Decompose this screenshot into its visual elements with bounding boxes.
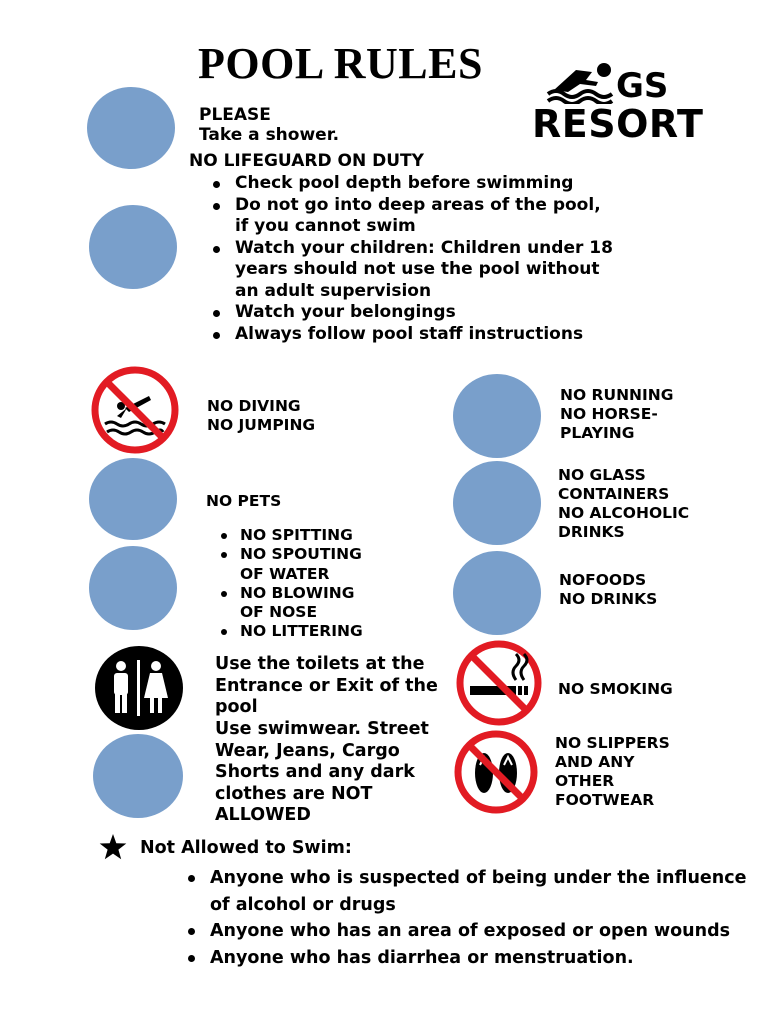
logo-resort-text: RESORT [532, 102, 704, 146]
no-smoking-icon [454, 640, 544, 726]
lifeguard-rule-item [209, 302, 613, 324]
no-diving-icon [91, 366, 179, 454]
rule-icon-placeholder [89, 546, 177, 630]
rule-icon-placeholder [93, 734, 183, 818]
swimwear-rule-line: clothes are NOT [215, 783, 373, 804]
not-allowed-item-line: Anyone who has diarrhea or menstruation. [210, 947, 634, 968]
lifeguard-rule-item [209, 173, 613, 195]
diving-rule-line: NO DIVING [207, 397, 301, 415]
slippers-rule-line: FOOTWEAR [555, 791, 655, 809]
slippers-rule [555, 734, 670, 810]
swimwear-rule-line: Wear, Jeans, Cargo [215, 740, 400, 761]
slippers-rule-line: OTHER [555, 772, 615, 790]
lifeguard-rule-item [209, 324, 613, 346]
smoking-rule: NO SMOKING [558, 680, 673, 698]
not-allowed-item [184, 945, 747, 972]
no-footwear-icon [450, 729, 542, 815]
rule-icon-placeholder [453, 374, 541, 458]
running-rule [560, 386, 673, 443]
lifeguard-heading: NO LIFEGUARD ON DUTY [189, 151, 424, 171]
lifeguard-rule-item-line: Do not go into deep areas of the pool, [235, 194, 601, 215]
resort-logo [530, 60, 710, 150]
swimwear-rule-line: ALLOWED [215, 805, 311, 825]
spitting-rule-item [218, 526, 363, 545]
diving-rule-line: NO JUMPING [207, 416, 316, 434]
lifeguard-rule-item [209, 195, 613, 238]
slippers-rule-line: AND ANY [555, 753, 635, 771]
not-allowed-item-line: of alcohol or drugs [210, 894, 396, 915]
swimwear-rule-line: Shorts and any dark [215, 762, 415, 782]
foods-rule [559, 571, 657, 609]
spitting-rule-item-line: NO SPITTING [240, 526, 353, 544]
lifeguard-rule-item-line: if you cannot swim [235, 216, 416, 236]
toilet-icon [95, 646, 183, 730]
rule-icon-placeholder [453, 461, 541, 545]
not-allowed-item-line: Anyone who is suspected of being under the influence [210, 868, 747, 888]
running-rule-line: NO RUNNING [560, 386, 674, 404]
lifeguard-rule-item-line: Watch your children: Children under 18 [235, 237, 613, 258]
shower-rule-line: PLEASE [199, 105, 271, 125]
running-rule-line: NO HORSE- [560, 405, 658, 423]
not-allowed-heading: Not Allowed to Swim: [140, 838, 352, 858]
shower-rule [199, 105, 339, 145]
glass-rule-line: NO GLASS [558, 466, 646, 484]
toilets-rule-line: Entrance or Exit of the [215, 675, 438, 696]
swimwear-rule-line: Use swimwear. Street [215, 719, 429, 739]
lifeguard-rules-list [209, 173, 613, 345]
glass-rule-line: NO ALCOHOLIC [558, 504, 690, 522]
diving-rule [207, 397, 315, 435]
spitting-rule-item [218, 545, 363, 584]
running-rule-line: PLAYING [560, 424, 635, 442]
logo-gs-text: GS [616, 66, 669, 106]
rule-icon-placeholder [89, 458, 177, 540]
spitting-rule-item [218, 584, 363, 623]
spitting-rule-item [218, 622, 363, 641]
not-allowed-item [184, 918, 747, 945]
lifeguard-rule-item-line: an adult supervision [235, 280, 432, 301]
foods-rule-line: NOFOODS [559, 571, 647, 589]
toilets-rule-line: Use the toilets at the [215, 654, 425, 674]
page-title: POOL RULES [198, 39, 483, 88]
rule-icon-placeholder [89, 205, 177, 289]
spitting-rules-list [218, 526, 363, 642]
star-icon [99, 834, 127, 860]
glass-rule [558, 466, 689, 542]
slippers-rule-line: NO SLIPPERS [555, 734, 670, 752]
swimwear-rule [215, 719, 429, 827]
glass-rule-line: DRINKS [558, 523, 625, 541]
spitting-rule-item-line: NO SPOUTING [240, 545, 362, 564]
shower-rule-line: Take a shower. [199, 125, 340, 145]
spitting-rule-item-line: OF WATER [240, 564, 330, 583]
rule-icon-placeholder [453, 551, 541, 635]
spitting-rule-item-line: NO BLOWING [240, 583, 355, 602]
glass-rule-line: CONTAINERS [558, 485, 670, 503]
lifeguard-rule-item-line: Always follow pool staff instructions [235, 323, 584, 344]
lifeguard-rule-item [209, 238, 613, 303]
lifeguard-rule-item-line: Check pool depth before swimming [235, 173, 574, 193]
foods-rule-line: NO DRINKS [559, 590, 658, 608]
spitting-rule-item-line: NO LITTERING [240, 622, 363, 641]
not-allowed-item-line: Anyone who has an area of exposed or open wounds [210, 921, 731, 941]
toilets-rule-line: pool [215, 697, 258, 717]
pets-rule: NO PETS [206, 492, 282, 510]
lifeguard-rule-item-line: Watch your belongings [235, 302, 456, 322]
rule-icon-placeholder [87, 87, 175, 169]
swimmer-icon [546, 60, 618, 104]
not-allowed-item [184, 865, 747, 918]
toilets-rule [215, 654, 438, 719]
not-allowed-list [184, 865, 747, 971]
lifeguard-rule-item-line: years should not use the pool without [235, 259, 600, 279]
spitting-rule-item-line: OF NOSE [240, 603, 318, 622]
